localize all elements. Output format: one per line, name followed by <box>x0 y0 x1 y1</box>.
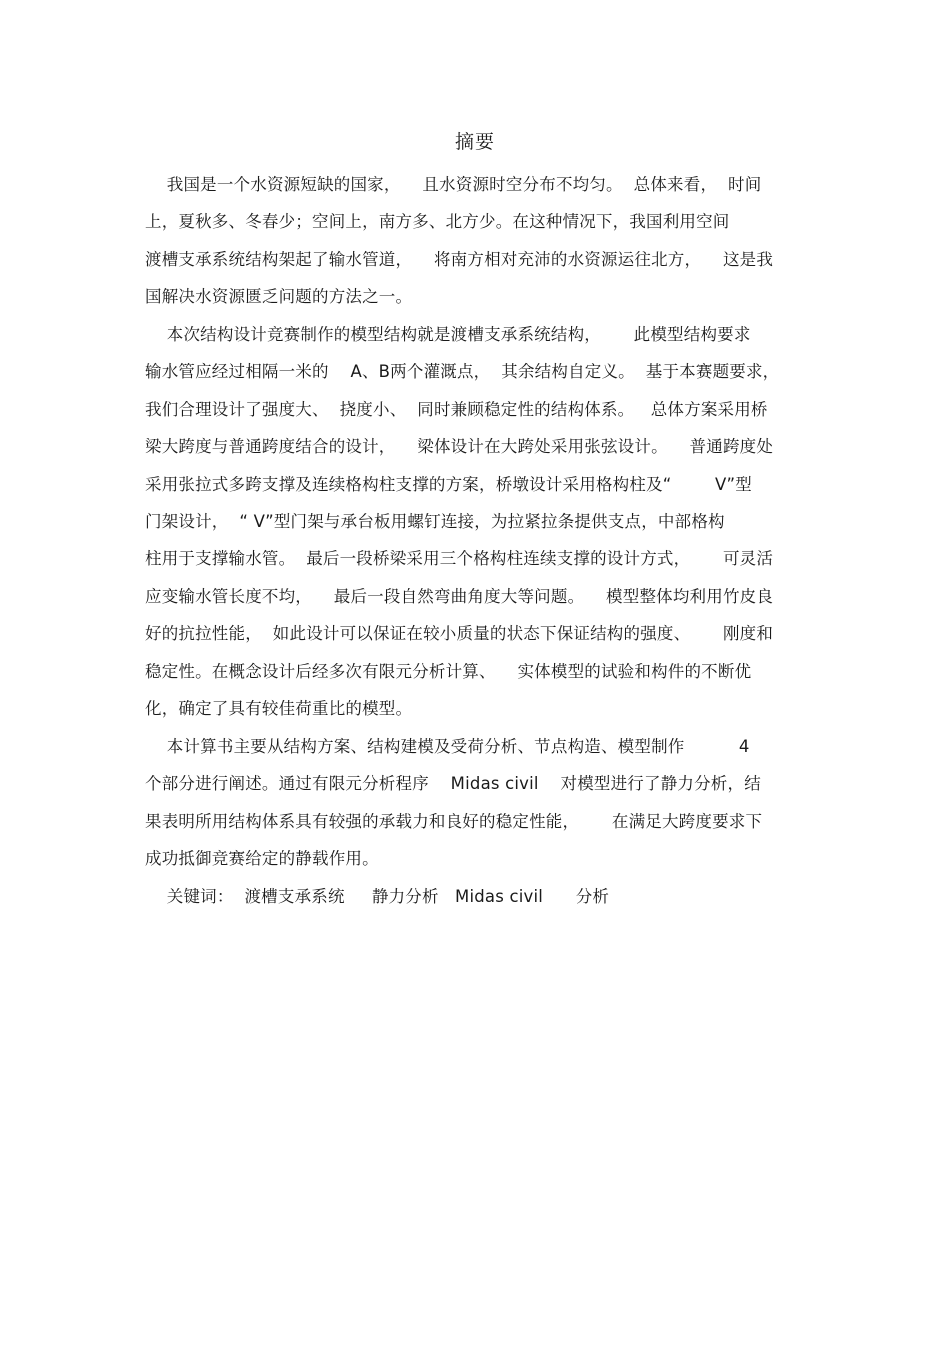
text-line: 柱用于支撑输水管。 最后一段桥梁采用三个格构柱连续支撑的设计方式， 可灵活 <box>145 549 774 568</box>
text-line: 我们合理设计了强度大、 挠度小、 同时兼顾稳定性的结构体系。 总体方案采用桥 <box>145 400 768 419</box>
text-line: 我国是一个水资源短缺的国家， 且水资源时空分布不均匀。 总体来看， 时间 <box>145 175 762 194</box>
text-line: 应变输水管长度不均， 最后一段自然弯曲角度大等问题。 模型整体均利用竹皮良 <box>145 587 774 606</box>
text-line: 国解决水资源匮乏问题的方法之一。 <box>145 287 413 306</box>
text-line: 梁大跨度与普通跨度结合的设计， 梁体设计在大跨处采用张弦设计。 普通跨度处 <box>145 437 774 456</box>
text-line: 渡槽支承系统结构架起了输水管道， 将南方相对充沛的水资源运往北方， 这是我 <box>145 250 774 269</box>
abstract-title: 摘要 <box>454 131 495 153</box>
text-line: 好的抗拉性能， 如此设计可以保证在较小质量的状态下保证结构的强度、 刚度和 <box>145 624 774 643</box>
text-line: 本次结构设计竞赛制作的模型结构就是渡槽支承系统结构， 此模型结构要求 <box>145 325 751 344</box>
keywords-line: 关键词： 渡槽支承系统 静力分析 Midas civil 分析 <box>145 887 610 906</box>
text-line: 上，夏秋多、冬春少；空间上，南方多、北方少。在这种情况下，我国利用空间 <box>145 212 730 231</box>
text-line: 成功抵御竞赛给定的静载作用。 <box>145 849 379 868</box>
text-line: 输水管应经过相隔一米的 A、B两个灌溉点， 其余结构自定义。 基于本赛题要求， <box>145 362 780 381</box>
text-line: 采用张拉式多跨支撑及连续格构柱支撑的方案，桥墩设计采用格构柱及“ V”型 <box>145 475 752 494</box>
text-line: 门架设计， “ V”型门架与承台板用螺钉连接，为拉紧拉条提供支点，中部格构 <box>145 512 725 531</box>
text-line: 本计算书主要从结构方案、结构建模及受荷分析、节点构造、模型制作 4 <box>145 737 750 756</box>
text-line: 稳定性。在概念设计后经多次有限元分析计算、 实体模型的试验和构件的不断优 <box>145 662 752 681</box>
text-line: 果表明所用结构体系具有较强的承载力和良好的稳定性能， 在满足大跨度要求下 <box>145 812 763 831</box>
text-line: 个部分进行阐述。通过有限元分析程序 Midas civil 对模型进行了静力分析，结 <box>145 774 761 793</box>
text-line: 化，确定了具有较佳荷重比的模型。 <box>145 699 413 718</box>
